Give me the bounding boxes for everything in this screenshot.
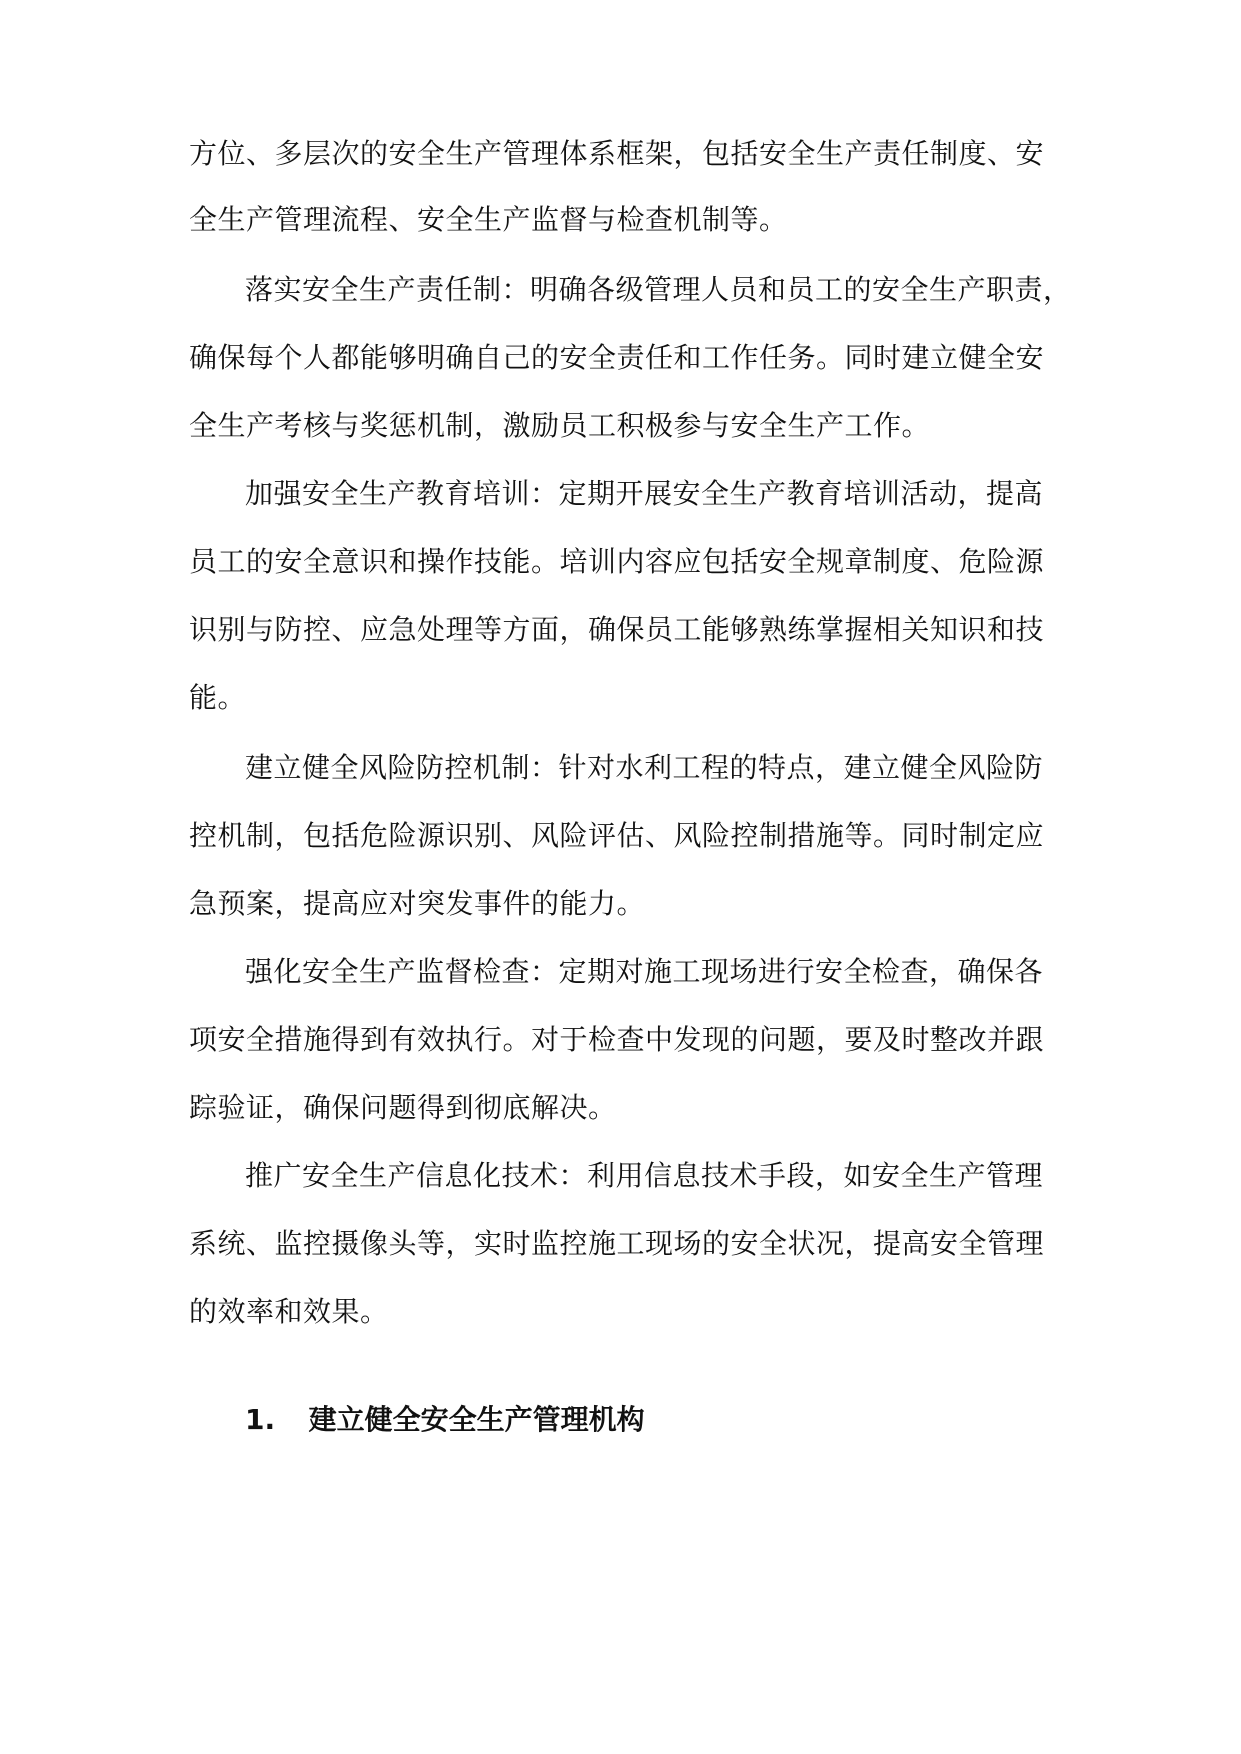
- paragraph-line: 急预案，提高应对突发事件的能力。: [189, 887, 646, 920]
- paragraph-line: 系统、监控摄像头等，实时监控施工现场的安全状况，提高安全管理: [189, 1227, 1045, 1260]
- paragraph-line: 项安全措施得到有效执行。对于检查中发现的问题，要及时整改并跟: [189, 1023, 1045, 1056]
- paragraph-line: 确保每个人都能够明确自己的安全责任和工作任务。同时建立健全安: [189, 341, 1045, 374]
- paragraph-line: 推广安全生产信息化技术：利用信息技术手段，如安全生产管理: [245, 1159, 1044, 1192]
- paragraph-line: 加强安全生产教育培训：定期开展安全生产教育培训活动，提高: [245, 477, 1044, 510]
- paragraph-line: 全生产考核与奖惩机制，激励员工积极参与安全生产工作。: [189, 409, 931, 442]
- paragraph-line: 能。: [189, 681, 247, 714]
- paragraph-line: 员工的安全意识和操作技能。培训内容应包括安全规章制度、危险源: [189, 545, 1045, 578]
- section-heading: [245, 1400, 645, 1440]
- paragraph-line: 全生产管理流程、安全生产监督与检查机制等。: [189, 203, 788, 236]
- paragraph-line: 建立健全风险防控机制：针对水利工程的特点，建立健全风险防: [245, 751, 1044, 784]
- paragraph-line: 方位、多层次的安全生产管理体系框架，包括安全生产责任制度、安: [189, 137, 1045, 170]
- heading-text: 建立健全安全生产管理机构: [308, 1403, 645, 1436]
- paragraph-line: 的效率和效果。: [189, 1295, 389, 1328]
- paragraph-line: 强化安全生产监督检查：定期对施工现场进行安全检查，确保各: [245, 955, 1044, 988]
- paragraph-line: 落实安全生产责任制：明确各级管理人员和员工的安全生产职责，: [245, 273, 1072, 306]
- paragraph-line: 踪验证，确保问题得到彻底解决。: [189, 1091, 617, 1124]
- paragraph-line: 识别与防控、应急处理等方面，确保员工能够熟练掌握相关知识和技: [189, 613, 1045, 646]
- heading-number: 1.: [245, 1403, 276, 1436]
- paragraph-line: 控机制，包括危险源识别、风险评估、风险控制措施等。同时制定应: [189, 819, 1045, 852]
